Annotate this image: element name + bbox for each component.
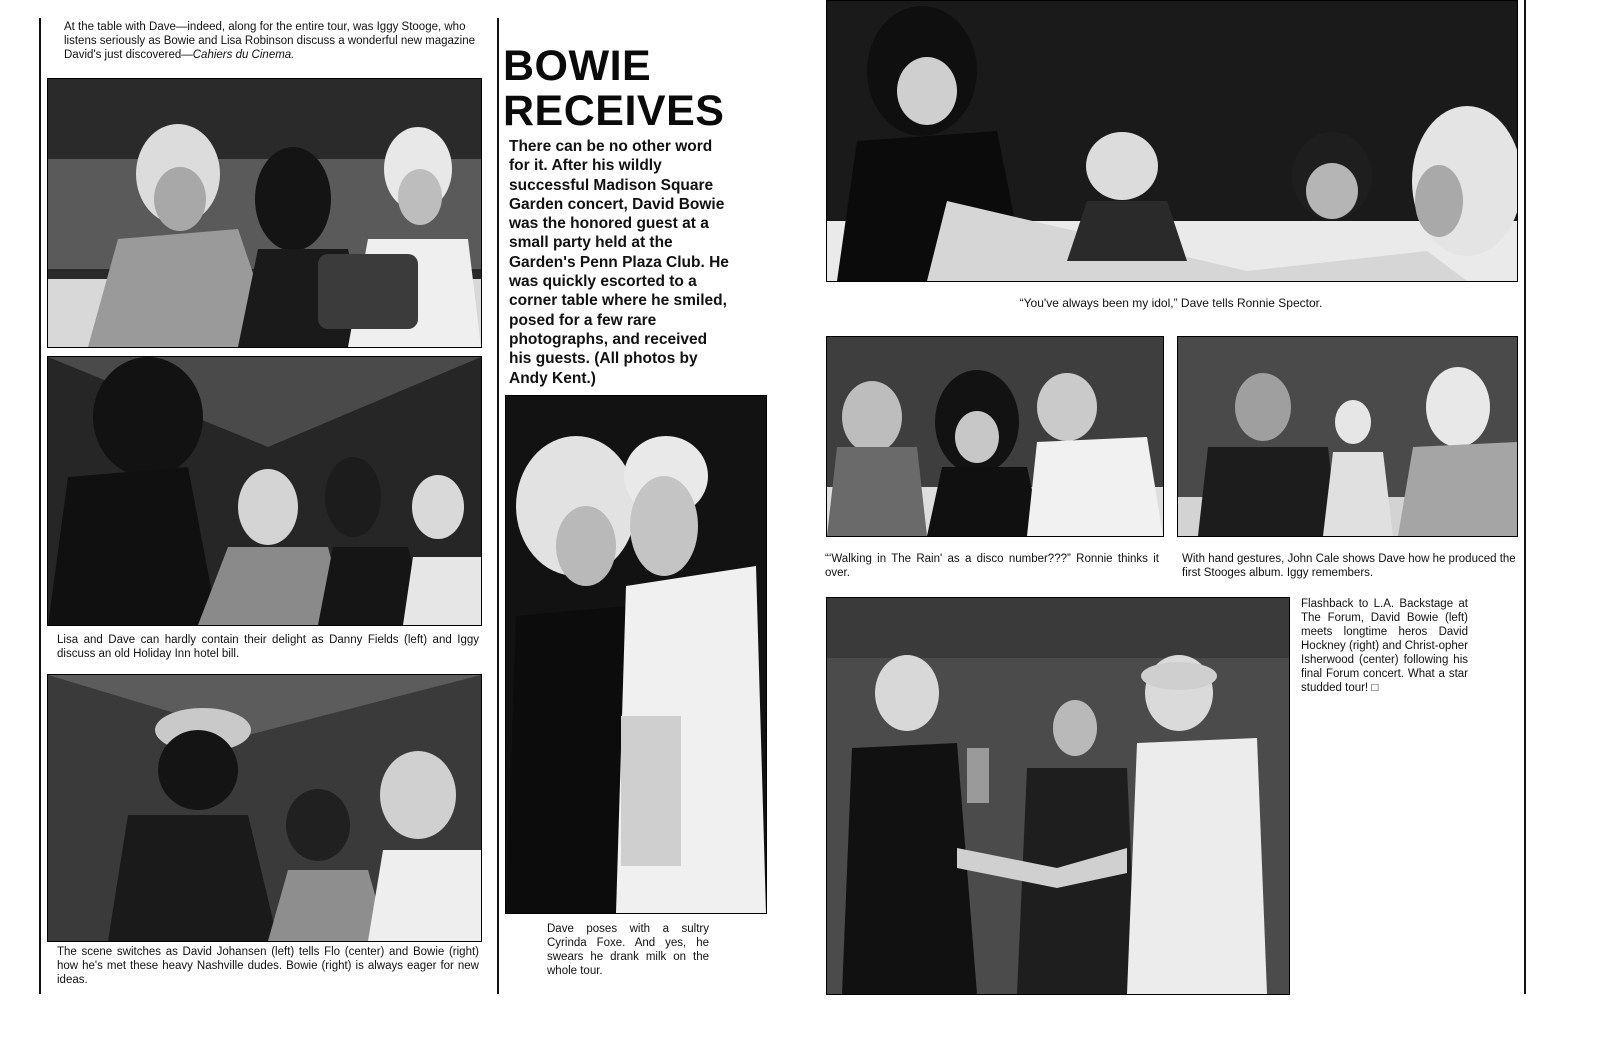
photo-hotel-bill-image	[48, 357, 481, 625]
caption-table-italic: Cahiers du Cinema.	[192, 49, 295, 61]
photo-cyrinda-image	[506, 396, 766, 913]
caption-table-text: At the table with Dave—indeed, along for the entire tour, was Iggy Stooge, who listens seriously as Bowie and Lisa Robinson discuss a wonderful new magazine David's just discovered—	[64, 21, 476, 61]
article-title-line2: RECEIVES	[503, 87, 725, 135]
photo-hotel-bill	[47, 356, 482, 626]
caption-cale: With hand gestures, John Cale shows Dave how he produced the first Stooges album. Iggy remembers.	[1182, 553, 1516, 579]
photo-walking-in-the-rain	[826, 336, 1164, 537]
caption-hotel-bill: Lisa and Dave can hardly contain their delight as Danny Fields (left) and Iggy discuss an old Holiday Inn hotel bill.	[57, 634, 479, 660]
caption-rain: “‘Walking in The Rain' as a disco number???” Ronnie thinks it over.	[825, 553, 1159, 579]
left-column-rule	[39, 18, 41, 994]
photo-table-image	[48, 79, 481, 347]
photo-table-iggy-lisa-bowie	[47, 78, 482, 348]
article-title-line1: BOWIE	[503, 42, 652, 90]
photo-ronnie-spector	[826, 0, 1518, 282]
photo-spector-image	[827, 1, 1517, 281]
photo-johansen-image	[48, 675, 481, 941]
caption-table-top	[64, 20, 489, 62]
caption-flashback: Flashback to L.A. Backstage at The Forum, David Bowie (left) meets longtime heros David Hockney (right) and Christ-opher Isherwood (center) following his final Forum concert. What a star studded tour! □	[1301, 598, 1468, 694]
photo-cale-image	[1178, 337, 1517, 536]
right-page-edge	[1524, 0, 1526, 994]
photo-johansen-flo-bowie	[47, 674, 482, 942]
caption-spector: “You've always been my idol,” Dave tells Ronnie Spector.	[1019, 296, 1323, 310]
article-intro: There can be no other word for it. After his wildly successful Madison Square Garden concert, David Bowie was the honored guest at a small party held at the Garden's Penn Plaza Club. He was quickly escorted to a corner table where he smiled, posed for a few rare photographs, and received his guests. (All photos by Andy Kent.)	[509, 138, 729, 387]
photo-forum-backstage	[826, 597, 1290, 995]
center-column-rule	[497, 18, 499, 994]
photo-forum-image	[827, 598, 1289, 994]
caption-cyrinda: Dave poses with a sultry Cyrinda Foxe. And yes, he swears he drank milk on the whole tour.	[547, 923, 709, 977]
photo-rain-image	[827, 337, 1163, 536]
photo-john-cale	[1177, 336, 1518, 537]
caption-nashville: The scene switches as David Johansen (left) tells Flo (center) and Bowie (right) how he's met these heavy Nashville dudes. Bowie (right) is always eager for new ideas.	[57, 946, 479, 986]
photo-cyrinda-foxe	[505, 395, 767, 914]
